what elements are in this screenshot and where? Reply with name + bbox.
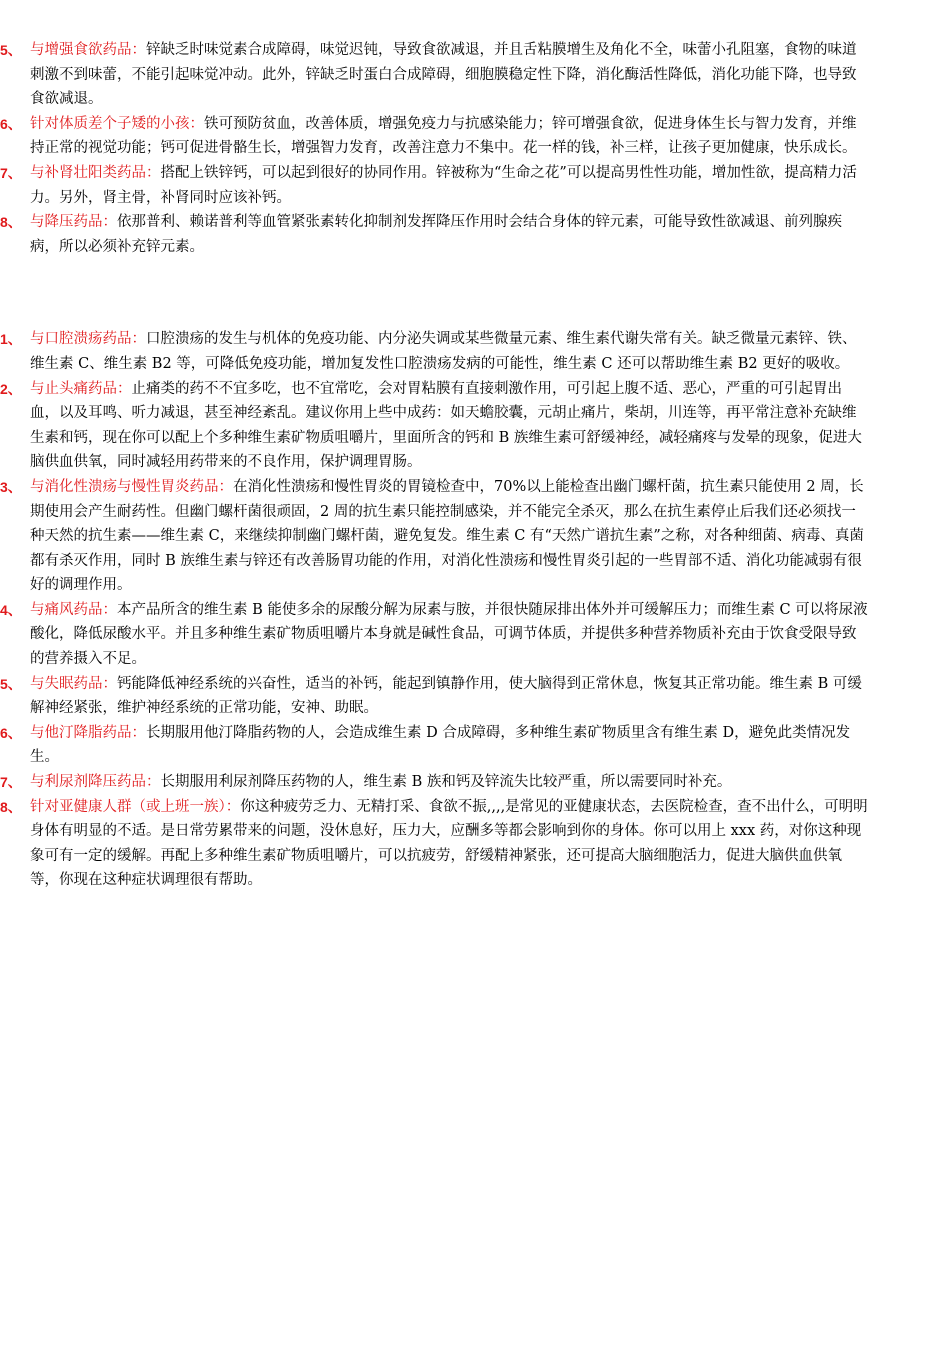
item-title: 与口腔溃疡药品：	[30, 331, 146, 348]
item-body: 长期服用利尿剂降压药物的人，维生素 B 族和钙及锌流失比较严重，所以需要同时补充。	[160, 774, 732, 791]
item-number: 6、	[0, 724, 22, 741]
item-title: 与增强食欲药品：	[30, 42, 146, 58]
list-item	[0, 112, 950, 161]
item-body: 你这种疲劳乏力、无精打采、食欲不振,,,,是常见的亚健康状态，去医院检查，查不出什么，可明明身体有明显的不适。是日常劳累带来的问题，没休息好，压力大，应酬多等都会影响到你的身体。你可以用上 xxx 药，对你这种现象可有一定的缓解。再配上多种维生素矿物质咀嚼片，可以抗疲劳，舒缓精神紧张，还可提高大脑细胞活力，促进大脑供血供氧等，你现在这种症状调理很有帮助。	[30, 798, 868, 889]
item-title: 与痛风药品：	[30, 601, 117, 618]
item-title: 与补肾壮阳类药品：	[30, 164, 161, 181]
item-title: 与他汀降脂药品：	[30, 724, 146, 741]
list-item	[0, 38, 950, 112]
list-item	[0, 795, 950, 893]
item-title: 针对亚健康人群（或上班一族）：	[30, 798, 241, 815]
item-title: 与消化性溃疡与慢性胃炎药品：	[30, 478, 233, 495]
item-body: 铁可预防贫血，改善体质，增强免疫力与抗感染能力；锌可增强食欲，促进身体生长与智力发育，并维持正常的视觉功能；钙可促进骨骼生长，增强智力发育，改善注意力不集中。花一样的钱，补三样，让孩子更加健康，快乐成长。	[30, 115, 857, 157]
list-item	[0, 210, 950, 259]
item-body: 在消化性溃疡和慢性胃炎的胃镜检查中，70%以上能检查出幽门螺杆菌，抗生素只能使用 2 周，长期使用会产生耐药性。但幽门螺杆菌很顽固，2 周的抗生素只能控制感染，并不能完全杀灭，那么在抗生素停止后我们还必须找一种天然的抗生素——维生素 C，来继续抑制幽门螺杆菌，避免复发。维生素 C 有“天然广谱抗生素”之称，对各种细菌、病毒、真菌都有杀灭作用，同时 B 族维生素与锌还有改善肠胃功能的作用，对消化性溃疡和慢性胃炎引起的一些胃部不适、消化功能减弱有很好的调理作用。	[30, 478, 864, 594]
item-body: 依那普利、赖诺普利等血管紧张素转化抑制剂发挥降压作用时会结合身体的锌元素，可能导致性欲减退、前列腺疾病，所以必须补充锌元素。	[30, 214, 842, 255]
item-number: 6、	[0, 115, 22, 132]
section-vitamins	[0, 327, 950, 893]
item-body: 口腔溃疡的发生与机体的免疫功能、内分泌失调或某些微量元素、维生素代谢失常有关。缺乏微量元素锌、铁、维生素 C、维生素 B2 等，可降低免疫功能，增加复发性口腔溃疡发病的可能性，维生素 C 还可以帮助维生素 B2 更好的吸收。	[30, 331, 857, 372]
list-item	[0, 770, 950, 795]
item-title: 针对体质差个子矮的小孩：	[30, 115, 204, 132]
item-body: 搭配上铁锌钙，可以起到很好的协同作用。锌被称为“生命之花”可以提高男性性功能，增加性欲，提高精力活力。另外，肾主骨，补肾同时应该补钙。	[30, 164, 857, 206]
item-number: 1、	[0, 331, 22, 348]
list-item	[0, 672, 950, 721]
item-number: 5、	[0, 675, 22, 692]
item-number: 8、	[0, 798, 22, 815]
item-title: 与降压药品：	[30, 214, 117, 231]
item-number: 8、	[0, 214, 22, 231]
list-item	[0, 475, 950, 598]
item-body: 本产品所含的维生素 B 能使多余的尿酸分解为尿素与胺，并很快随尿排出体外并可缓解压力；而维生素 C 可以将尿液酸化，降低尿酸水平。并且多种维生素矿物质咀嚼片本身就是碱性食品，可调节体质，并提供多种营养物质补充由于饮食受限导致的营养摄入不足。	[30, 601, 868, 668]
section-zinc	[0, 38, 950, 259]
item-title: 与失眠药品：	[30, 675, 117, 692]
list-item	[0, 377, 950, 475]
item-number: 3、	[0, 478, 22, 495]
item-number: 2、	[0, 380, 22, 397]
item-number: 4、	[0, 601, 22, 618]
item-number: 7、	[0, 164, 22, 181]
item-title: 与止头痛药品：	[30, 380, 132, 397]
item-body: 钙能降低神经系统的兴奋性，适当的补钙，能起到镇静作用，使大脑得到正常休息，恢复其正常功能。维生素 B 可缓解神经紧张，维护神经系统的正常功能，安神、助眠。	[30, 675, 862, 717]
item-body: 止痛类的药不不宜多吃，也不宜常吃，会对胃粘膜有直接刺激作用，可引起上腹不适、恶心，严重的可引起胃出血，以及耳鸣、听力减退，甚至神经紊乱。建议你用上些中成药：如天蟾胶囊，元胡止痛片，柴胡，川连等，再平常注意补充缺维生素和钙，现在你可以配上个多种维生素矿物质咀嚼片，里面所含的钙和 B 族维生素可舒缓神经，减轻痛疼与发晕的现象，促进大脑供血供氧，同时减轻用药带来的不良作用，保护调理胃肠。	[30, 380, 862, 471]
item-body: 锌缺乏时味觉素合成障碍，味觉迟钝，导致食欲减退，并且舌粘膜增生及角化不全，味蕾小孔阻塞，食物的味道刺激不到味蕾，不能引起味觉冲动。此外，锌缺乏时蛋白合成障碍，细胞膜稳定性下降，消化酶活性降低，消化功能下降，也导致食欲减退。	[30, 42, 857, 108]
item-number: 7、	[0, 774, 22, 791]
document-page	[0, 38, 950, 893]
item-title: 与利尿剂降压药品：	[30, 774, 161, 791]
item-number: 5、	[0, 42, 22, 58]
item-body: 长期服用他汀降脂药物的人，会造成维生素 D 合成障碍，多种维生素矿物质里含有维生素 D，避免此类情况发生。	[30, 724, 851, 766]
list-item	[0, 598, 950, 672]
list-item	[0, 327, 950, 376]
list-item	[0, 721, 950, 770]
list-item	[0, 161, 950, 210]
